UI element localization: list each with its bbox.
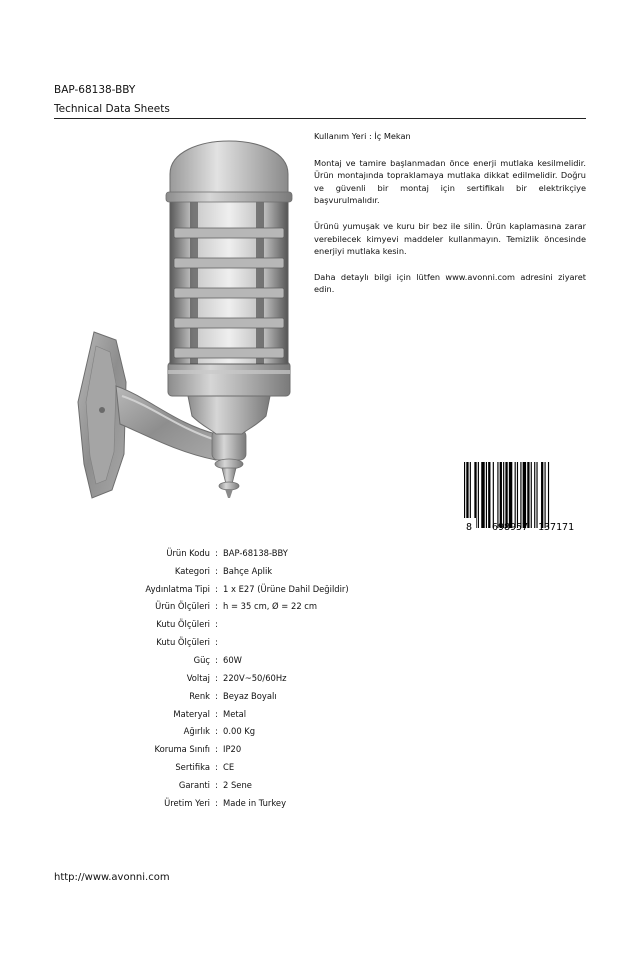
spec-colon: : [215, 583, 218, 594]
spec-row [60, 580, 349, 598]
barcode-bar [503, 462, 504, 528]
cleaning-instructions: Ürünü yumuşak ve kuru bir bez ile silin. Ürün kaplamasına zarar verebilecek kimyevi maddeler kullanmayın. Temizlik öncesinde enerjiyi mutlaka kesin. [314, 220, 586, 257]
barcode [462, 462, 586, 534]
spec-colon: : [215, 797, 218, 808]
barcode-bar [531, 462, 532, 528]
spec-value: Beyaz Boyalı [223, 690, 277, 701]
spec-row [60, 598, 349, 616]
barcode-bar [493, 462, 494, 528]
website-note: Daha detaylı bilgi için lütfen www.avonni.com adresini ziyaret edin. [314, 271, 586, 295]
barcode-left-group: 698957 [491, 522, 529, 533]
spec-colon: : [215, 601, 218, 612]
product-code-header: BAP-68138-BBY [54, 84, 136, 96]
spec-row [60, 544, 349, 562]
spec-colon: : [215, 565, 218, 576]
spec-row [60, 633, 349, 651]
barcode-bar [486, 462, 487, 528]
spec-label: Ürün Kodu [166, 547, 210, 558]
spec-value: 2 Sene [223, 779, 252, 790]
spec-row [60, 740, 349, 758]
spec-row [60, 669, 349, 687]
barcode-bar [517, 462, 518, 528]
product-image [66, 134, 302, 506]
spec-value: CE [223, 762, 235, 773]
barcode-bar [527, 462, 529, 528]
header-divider [54, 118, 586, 119]
spec-value: Metal [223, 708, 247, 719]
spec-colon: : [215, 672, 218, 683]
barcode-bar [478, 462, 479, 528]
barcode-bar [505, 462, 507, 528]
spec-row [60, 794, 349, 812]
spec-label: Voltaj [186, 672, 210, 683]
spec-colon: : [215, 708, 218, 719]
spec-label: Garanti [178, 779, 210, 790]
spec-value: BAP-68138-BBY [223, 547, 288, 558]
spec-row [60, 615, 349, 633]
barcode-bar [548, 462, 549, 528]
spec-row [60, 687, 349, 705]
barcode-bar [545, 462, 546, 528]
spec-label: Sertifika [175, 762, 210, 773]
spec-label: Aydınlatma Tipi [145, 583, 210, 594]
barcode-bar [515, 462, 516, 528]
barcode-bar [534, 462, 535, 528]
spec-colon: : [215, 690, 218, 701]
spec-value: IP20 [223, 744, 242, 755]
spec-label: Üretim Yeri [164, 797, 210, 808]
spec-label: Kategori [174, 565, 210, 576]
document-subtitle: Technical Data Sheets [54, 103, 170, 115]
spec-value: h = 35 cm, Ø = 22 cm [223, 601, 318, 612]
spec-value: 0.00 Kg [223, 726, 256, 737]
spec-value: 220V~50/60Hz [223, 672, 287, 683]
spec-colon: : [215, 654, 218, 665]
spec-colon: : [215, 637, 218, 648]
barcode-bar [541, 462, 543, 528]
barcode-bar [488, 462, 490, 528]
spec-row [60, 562, 349, 580]
spec-label: Materyal [173, 708, 210, 719]
installation-warning: Montaj ve tamire başlanmadan önce enerji mutlaka kesilmelidir. Ürün montajında topraklamaya mutlaka dikkat edilmelidir. Doğru ve güvenli bir montaj için sertifikalı bir elektrikçiye başvurulmalıdır. [314, 157, 586, 206]
barcode-bar [536, 462, 537, 528]
spec-label: Ağırlık [183, 726, 210, 737]
spec-colon: : [215, 547, 218, 558]
barcode-bar [523, 462, 526, 528]
spec-colon: : [215, 762, 218, 773]
spec-label: Güç [193, 654, 210, 665]
spec-colon: : [215, 779, 218, 790]
spec-table [60, 544, 349, 812]
spec-row [60, 758, 349, 776]
usage-location: Kullanım Yeri : İç Mekan [314, 131, 411, 141]
usage-info [314, 130, 586, 309]
spec-colon: : [215, 726, 218, 737]
spec-label: Koruma Sınıfı [154, 744, 210, 755]
spec-label: Kutu Ölçüleri [156, 619, 210, 630]
spec-value: Bahçe Aplik [223, 565, 273, 576]
spec-value: 60W [223, 654, 242, 665]
spec-row [60, 651, 349, 669]
barcode-bar [520, 462, 521, 528]
spec-label: Renk [189, 690, 210, 701]
spec-label: Kutu Ölçüleri [156, 637, 210, 648]
spec-row [60, 722, 349, 740]
footer-url[interactable]: http://www.avonni.com [54, 872, 170, 883]
spec-row [60, 776, 349, 794]
spec-colon: : [215, 619, 218, 630]
spec-colon: : [215, 744, 218, 755]
barcode-right-group: 137171 [537, 522, 575, 533]
barcode-bar [509, 462, 512, 528]
barcode-bar [497, 462, 498, 528]
barcode-bar [500, 462, 502, 528]
barcode-first-digit: 8 [465, 522, 473, 533]
spec-value: 1 x E27 (Ürüne Dahil Değildir) [223, 583, 349, 594]
spec-label: Ürün Ölçüleri [155, 601, 210, 612]
spec-row [60, 705, 349, 723]
barcode-bar [481, 462, 484, 528]
spec-value: Made in Turkey [223, 797, 287, 808]
